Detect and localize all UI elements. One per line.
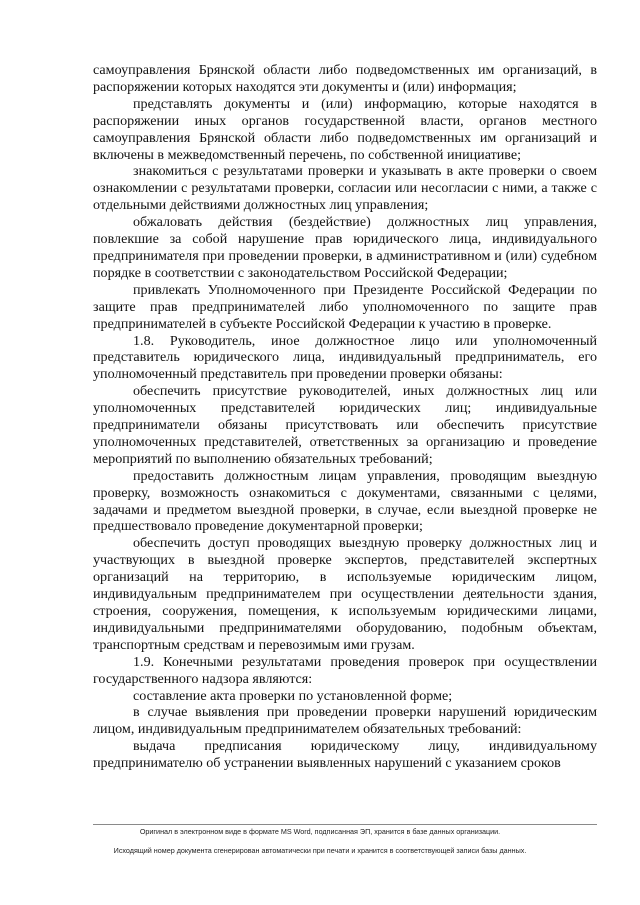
footer-original-note: Оригинал в электронном виде в формате MS Word, подписанная ЭП, хранится в базе данных организации.	[139, 827, 501, 836]
paragraph-10: 1.9. Конечными результатами проведения проверок при осуществлении государственного надзора являются:	[93, 653, 597, 687]
paragraph-6: 1.8. Руководитель, иное должностное лицо или уполномоченный представитель юридического лица, индивидуальный предприниматель, его уполномоченный представитель при проведении проверки обязаны:	[93, 332, 597, 383]
paragraph-8: предоставить должностным лицам управления, проводящим выездную проверку, возможность ознакомиться с документами, связанными с целями, задачами и предметом выездной проверки, в случае, если выездной проверке не предшествовало проведение документарной проверки;	[93, 467, 597, 535]
paragraph-13: выдача предписания юридическому лицу, индивидуальному предпринимателю об устранении выявленных нарушений с указанием сроков	[93, 738, 597, 772]
footer-number-note: Исходящий номер документа сгенерирован автоматически при печати и хранится в соответствующей записи базы данных.	[113, 846, 527, 855]
paragraph-9: обеспечить доступ проводящих выездную проверку должностных лиц и участвующих в выездной проверке экспертов, представителей экспертных организаций на территорию, в используемые юридическим лицом, индивидуальным предпринимателем при осуществлении деятельности здания, строения, сооружения, помещения, к используемым юридическими лицами, индивидуальными предпринимателями оборудованию, подобным объектам, транспортным средствам и перевозимым ими грузам.	[93, 535, 597, 653]
paragraph-7: обеспечить присутствие руководителей, иных должностных лиц или уполномоченных представителей юридических лиц; индивидуальные предприниматели обязаны присутствовать или обеспечить присутствие уполномоченных представителей, ответственных за организацию и проведение мероприятий по выполнению обязательных требований;	[93, 383, 597, 467]
paragraph-11: составление акта проверки по установленной форме;	[133, 687, 453, 704]
paragraph-5: привлекать Уполномоченного при Президенте Российской Федерации по защите прав предпринимателей либо уполномоченного по защите прав предпринимателей в субъекте Российской Федерации к участию в проверке.	[93, 281, 597, 332]
paragraph-4: обжаловать действия (бездействие) должностных лиц управления, повлекшие за собой нарушение прав юридического лица, индивидуального предпринимателя при проведении проверки, в административном и (или) судебном порядке в соответствии с законодательством Российской Федерации;	[93, 214, 597, 281]
paragraph-2: представлять документы и (или) информацию, которые находятся в распоряжении иных органов государственной власти, органов местного самоуправления Брянской области либо подведомственных им организаций и включены в межведомственный перечень, по собственной инициативе;	[93, 95, 597, 163]
paragraph-1: самоуправления Брянской области либо подведомственных им организаций, в распоряжении которых находятся эти документы и (или) информация;	[93, 62, 597, 95]
paragraph-3: знакомиться с результатами проверки и указывать в акте проверки о своем ознакомлении с результатами проверки, согласии или несогласии с ними, а также с отдельными действиями должностных лиц управления;	[93, 163, 597, 214]
footer-divider	[93, 824, 597, 825]
document-body	[93, 62, 597, 772]
paragraph-12: в случае выявления при проведении проверки нарушений юридическим лицом, индивидуальным предпринимателем обязательных требований:	[93, 704, 597, 738]
